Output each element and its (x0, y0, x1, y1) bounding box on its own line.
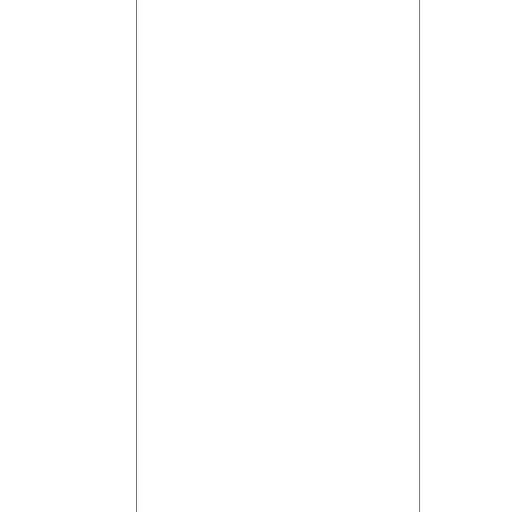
column-rule-1 (136, 0, 137, 512)
column-rule-2 (419, 0, 420, 512)
